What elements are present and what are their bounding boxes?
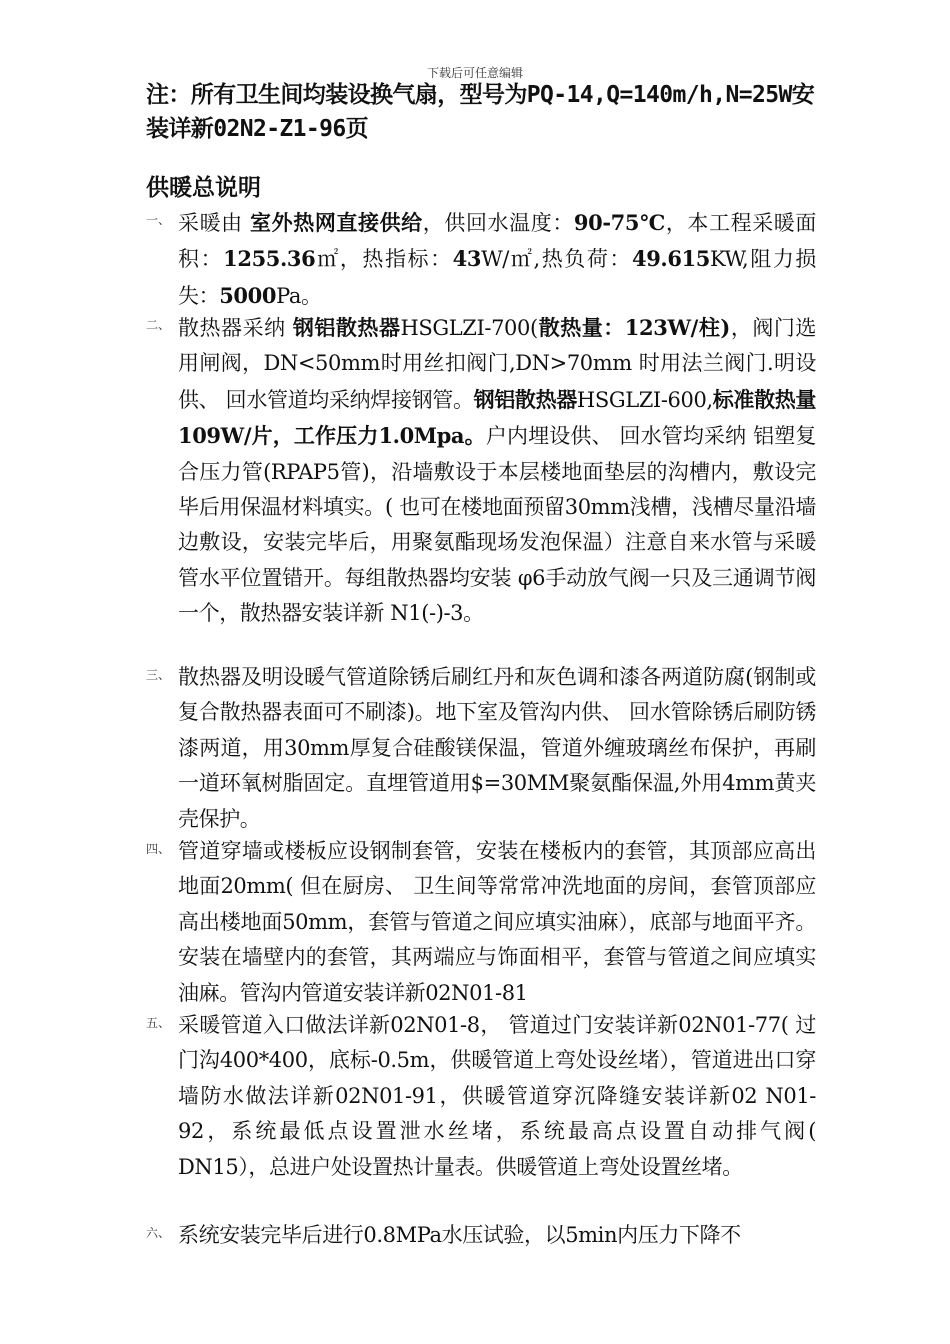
text-run: 散热器及明设暖气管道除锈后刷红丹和灰色调和漆各两道防腐(钢制或复合散热器表面可不刷漆)。地下室及管沟内供、 回水管除锈后刷防锈漆两道，用30mm厚复合硅酸镁保温，管道外缠玻璃丝布保护，再刷一道环氧树脂固定。直埋管道用$=30MM聚氨酯保温,外用4mm黄夹壳保护。 (178, 665, 816, 831)
bold-text-run: 49.615 (632, 246, 710, 272)
item-text (178, 1218, 816, 1253)
bold-text-run: 钢铝散热器 (473, 386, 577, 412)
item-text (178, 660, 816, 837)
bold-text-run: 室外热网直接供给 (250, 210, 423, 235)
text-run: 户内埋设供、 回水管均采纳 铝塑复合压力管(RPAP5管)，沿墙敷设于本层楼地面垫层的沟槽内，敷设完毕后用保温材料填实。( 也可在楼地面预留30mm浅槽，浅槽尽量沿墙边敷设，安装完毕后，用聚氨酯现场发泡保温）注意自来水管与采暖管水平位置错开。每组散热器均安装 φ6手动放气阀一只及三通调节阀一个，散热器安装详新 N1(-)-3。 (178, 424, 816, 626)
item-text (178, 310, 816, 632)
list-item (146, 834, 816, 1011)
bold-text-run: 1255.36 (223, 246, 316, 272)
list-item (146, 205, 816, 314)
bold-text-run: 43 (452, 246, 482, 272)
text-run: 管道穿墙或楼板应设钢制套管，安装在楼板内的套管，其顶部应高出地面20mm( 但在厨房、 卫生间等常常冲洗地面的房间，套管顶部应高出楼地面50mm，套管与管道之间应填实油麻），底部与地面平齐。安装在墙壁内的套管，其两端应与饰面相平，套管与管道之间应填实油麻。管沟内管道安装详新02N01-81 (178, 839, 816, 1005)
page-header: 下载后可任意编辑 (426, 66, 523, 80)
item-number: 四、 (146, 842, 171, 856)
text-run: ，本工程采暖面积： (178, 211, 816, 272)
bold-text-run: 90-75℃ (573, 210, 666, 235)
item-text (178, 834, 816, 1011)
text-run: W/㎡,热负荷： (481, 247, 632, 272)
bold-text-run: 散热量：123W/柱) (537, 315, 730, 340)
text-run: KW,阻力损失： (178, 247, 817, 308)
text-run: 系统安装完毕后进行0.8MPa水压试验，以5min内压力下降不 (178, 1223, 741, 1247)
text-run: Pa。 (276, 283, 322, 308)
list-item (146, 660, 816, 837)
list-item (146, 1008, 816, 1185)
item-number: 五、 (146, 1016, 171, 1030)
bold-text-run: 5000 (219, 282, 277, 308)
item-number: 一、 (146, 213, 171, 227)
item-number: 三、 (146, 668, 171, 682)
item-number: 六、 (146, 1226, 171, 1240)
list-item (146, 310, 816, 632)
text-run: HSGLZI-700( (400, 316, 538, 340)
text-run: ，供回水温度： (422, 211, 574, 235)
text-run: HSGLZI-600, (576, 387, 713, 412)
item-text (178, 1008, 816, 1185)
text-run: ，阀门选用闸阀，DN<50mm时用丝扣阀门,DN>70mm 时用法兰阀门.明设供、 回水管道均采纳焊接钢管。 (178, 316, 817, 412)
text-run: 采暖管道入口做法详新02N01-8， 管道过门安装详新02N01-77( 过门沟400*400，底标-0.5m，供暖管道上弯处设丝堵），管道进出口穿墙防水做法详新02N01-91，供暖管道穿沉降缝安装详新02 N01-92，系统最低点设置泄水丝堵，系统最高点设置自动排气阀( DN15），总进户处设置热计量表。供暖管道上弯处设置丝堵。 (178, 1013, 816, 1179)
bold-text-run: 标准散热量 (712, 386, 816, 412)
text-run: 采暖由 (178, 211, 251, 235)
bold-text-run: 109W/片，工作压力1.0Mpa。 (178, 423, 486, 449)
fan-note: 注：所有卫生间均装设换气扇，型号为PQ-14,Q=140m/h,N=25W安装详新02N2-Z1-96页 (146, 82, 815, 142)
text-run: 散热器采纳 (178, 316, 293, 340)
item-number: 二、 (146, 318, 171, 332)
item-text (178, 205, 816, 314)
text-run: ㎡，热指标： (315, 247, 453, 272)
bold-text-run: 钢铝散热器 (292, 315, 401, 340)
list-item (146, 1218, 816, 1253)
section-title: 供暖总说明 (146, 175, 261, 201)
